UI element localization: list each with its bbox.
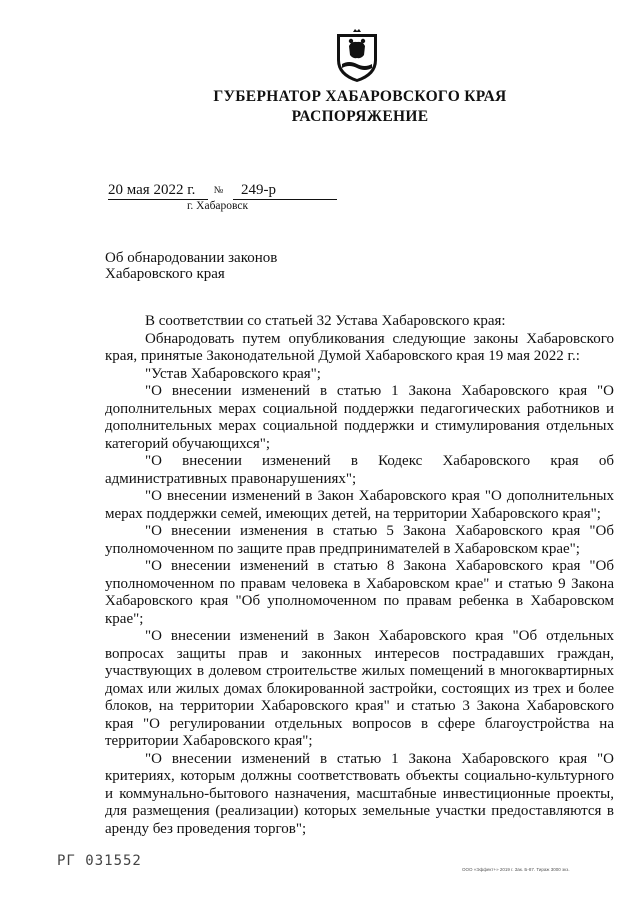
law-item: "О внесении изменений в Закон Хабаровского края "О дополнительных мерах поддержки семей, имеющих детей, на территории Хабаровского края"; [105, 488, 614, 522]
law-item: "Устав Хабаровского края"; [145, 365, 321, 382]
form-serial-code: РГ 031552 [57, 853, 142, 869]
document-date: 20 мая 2022 г. [108, 182, 208, 200]
number-label: № [213, 185, 224, 196]
body-paragraph: Обнародовать путем опубликования следующие законы Хабаровского края, принятые Законодательной Думой Хабаровского края 19 мая 2022 г.: [105, 330, 614, 364]
date-number-row [108, 182, 337, 200]
document-title: ГУБЕРНАТОР ХАБАРОВСКОГО КРАЯ [213, 88, 507, 105]
law-item: "О внесении изменения в статью 5 Закона Хабаровского края "Об уполномоченном по защите прав предпринимателей в Хабаровском крае"; [105, 523, 614, 557]
law-item: "О внесении изменений в статью 1 Закона Хабаровского края "О дополнительных мерах социальной поддержки педагогических работников и дополнительных мерах социальной поддержки и стимулирования отдельных категорий обучающихся"; [105, 383, 614, 452]
body-paragraph: В соответствии со статьей 32 Устава Хабаровского края: [145, 313, 506, 329]
law-item: "О внесении изменений в статью 1 Закона Хабаровского края "О критериях, которым должны соответствовать объекты социально-культурного и коммунально-бытового назначения, масштабные инвестиционные проекты, для размещения (реализации) которых земельные участки предоставляются в аренду без проведения торгов"; [105, 750, 614, 837]
document-body [105, 313, 614, 838]
law-item: "О внесении изменений в статью 8 Закона Хабаровского края "Об уполномоченном по правам человека в Хабаровском крае" и статью 9 Закона Хабаровского края "Об уполномоченном по правам ребенка в Хабаровском крае"; [105, 558, 614, 627]
document-city: г. Хабаровск [187, 200, 249, 212]
printer-info: ООО «Эффект+» 2019 г. Зак. Б-87. Тираж 3000 экз. [462, 867, 570, 872]
document-number: 249-р [233, 182, 337, 200]
document-type: РАСПОРЯЖЕНИЕ [291, 108, 429, 125]
law-item: "О внесении изменений в Кодекс Хабаровского края об административных правонарушениях"; [105, 453, 614, 487]
khabarovsk-krai-coat-of-arms-icon [333, 28, 381, 84]
law-item: "О внесении изменений в Закон Хабаровского края "Об отдельных вопросах защиты прав и законных интересов пострадавших граждан, участвующих в долевом строительстве жилых помещений в многоквартирных домах или жилых домах блокированной застройки, состоящих из трех и более блоков, на территории Хабаровского края" и статью 3 Закона Хабаровского края "О регулировании отдельных вопросов в сфере благоустройства на территории Хабаровского края"; [105, 628, 614, 749]
document-subject: Об обнародовании законов Хабаровского края [105, 250, 278, 282]
